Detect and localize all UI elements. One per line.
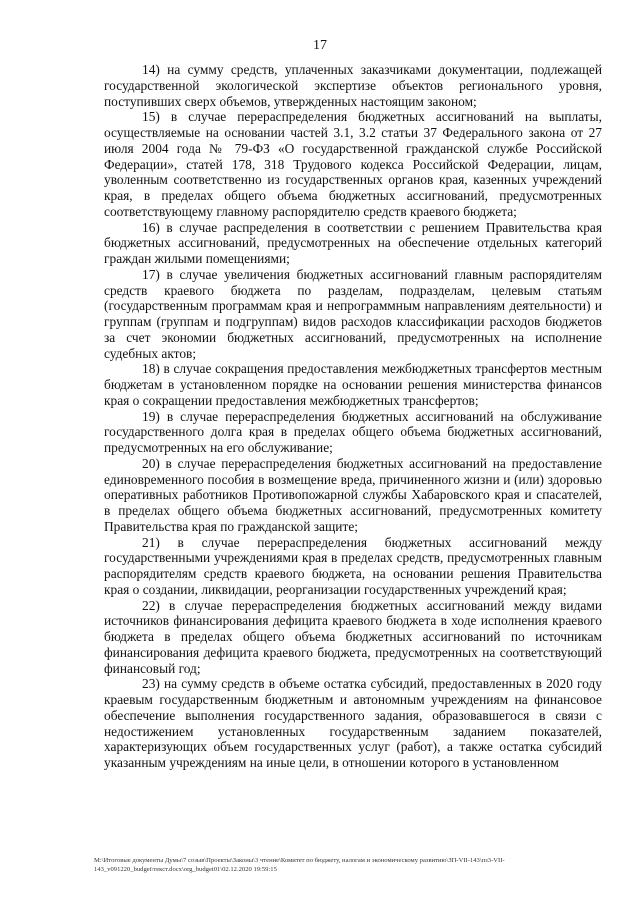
paragraph-item-14: 14) на сумму средств, уплаченных заказчиками документации, подлежащей государственной экологической экспертизе объектов регионального уровня, поступивших сверх объемов, утвержденных настоящим законом;: [104, 62, 602, 109]
paragraph-item-16: 16) в случае распределения в соответствии с решением Правительства края бюджетных ассигнований, предусмотренных на обеспечение отдельных категорий граждан жилыми помещениями;: [104, 219, 602, 266]
page-number: 17: [313, 38, 327, 53]
paragraph-item-23: 23) на сумму средств в объеме остатка субсидий, предоставленных в 2020 году краевым государственным бюджетным и автономным учреждениям на финансовое обеспечение выполнения государственного задания, образовавшегося в связи с недостижением установленных государственным заданием показателей, характеризующих объем государственных услуг (работ), а также остатка субсидий указанным учреждениям на иные цели, в отношении которого в установленном: [104, 676, 602, 770]
document-body: [104, 62, 602, 771]
paragraph-item-19: 19) в случае перераспределения бюджетных ассигнований на обслуживание государственного долга края в пределах общего объема бюджетных ассигнований, предусмотренных на его обслуживание;: [104, 408, 602, 455]
paragraph-item-18: 18) в случае сокращения предоставления межбюджетных трансфертов местным бюджетам в установленном порядке на основании решения министерства финансов края о сокращении предоставления межбюджетных трансфертов;: [104, 361, 602, 408]
paragraph-item-20: 20) в случае перераспределения бюджетных ассигнований на предоставление единовременного пособия в возмещение вреда, причиненного жизни и (или) здоровью оперативных работников Противопожарной службы Хабаровского края и спасателей, в пределах общего объема бюджетных ассигнований, предусмотренных комитету Правительства края по гражданской защите;: [104, 455, 602, 534]
footer-path-line-2: 143_v091220_budget\текст.docx\org_budget01\02.12.2020 19:59:15: [94, 866, 277, 873]
paragraph-item-22: 22) в случае перераспределения бюджетных ассигнований между видами источников финансирования дефицита краевого бюджета в ходе исполнения краевого бюджета в пределах общего объема бюджетных ассигнований по источникам финансирования дефицита краевого бюджета, предусмотренных на соответствующий финансовый год;: [104, 597, 602, 676]
paragraph-item-17: 17) в случае увеличения бюджетных ассигнований главным распорядителям средств краевого бюджета по разделам, подразделам, целевым статьям (государственным программам края и непрограммным направлениям деятельности) и группам (группам и подгруппам) видов расходов классификации расходов бюджетов за счет экономии бюджетных ассигнований, предусмотренных на исполнение судебных актов;: [104, 266, 602, 361]
footer-path-line-1: M:\Итоговые документы Думы\7 созыв\Проекты\Законы\3 чтение\Комитет по бюджету, налогам и экономическому развитию\ЗП-VII-143\пз3-VII-: [94, 857, 505, 864]
paragraph-item-15: 15) в случае перераспределения бюджетных ассигнований на выплаты, осуществляемые на основании частей 3.1, 3.2 статьи 37 Федерального закона от 27 июля 2004 года № 79-ФЗ «О государственной гражданской службе Российской Федерации», статей 178, 318 Трудового кодекса Российской Федерации, лицам, уволенным соответственно из государственных органов края, казенных учреждений края, в пределах общего объема бюджетных ассигнований, предусмотренных соответствующему главному распорядителю средств краевого бюджета;: [104, 109, 602, 219]
paragraph-item-21: 21) в случае перераспределения бюджетных ассигнований между государственными учреждениями края в пределах средств, предусмотренных главным распорядителям средств краевого бюджета, на основании решения Правительства края о создании, ликвидации, реорганизации государственных учреждений края;: [104, 534, 602, 597]
file-path-footer: [94, 856, 614, 874]
